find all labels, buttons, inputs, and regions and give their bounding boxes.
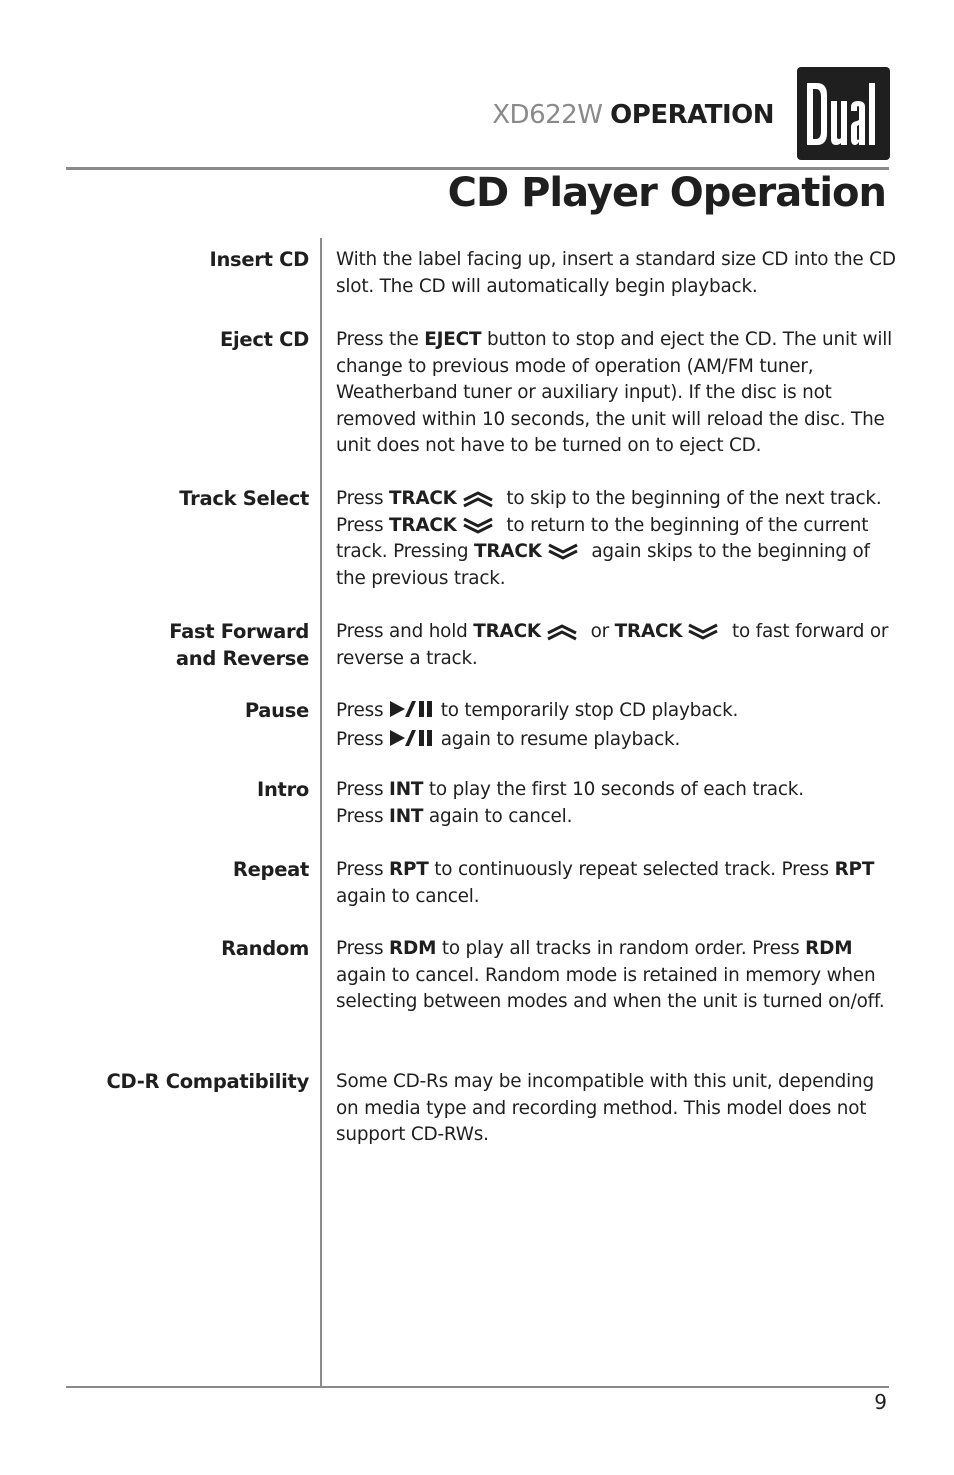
chevron-up-double-icon: [461, 490, 495, 508]
int-key: INT: [389, 805, 424, 827]
footer-rule: [66, 1386, 889, 1388]
text-run: Press: [336, 488, 390, 509]
text-run: to fast forward or reverse a track.: [336, 621, 889, 669]
text-run: Press and hold: [336, 621, 474, 642]
rpt-key: RPT: [834, 859, 875, 880]
text-run: Press: [336, 805, 390, 827]
section-text: [336, 619, 896, 672]
section-text: [336, 486, 896, 592]
text-run: again skips to the beginning of the previous track.: [336, 541, 870, 589]
section-label: CD-R Compatibility: [106, 1070, 309, 1093]
column-divider: [320, 238, 322, 1388]
operation-label: OPERATION: [610, 100, 774, 130]
section-label: Pause: [244, 699, 309, 722]
text-run: Press: [336, 728, 390, 750]
page-title: CD Player Operation: [447, 170, 886, 216]
chevron-down-double-icon: [546, 543, 580, 561]
chevron-down-double-icon: [686, 623, 720, 641]
text-run: button to stop and eject the CD. The unit will change to previous mode of operation (AM/FM tuner, Weatherband tuner or auxiliary input). If the disc is not removed within 10 seconds, the unit will reload the disc. The unit does not have to be turned on to eject CD.: [336, 329, 893, 456]
rdm-key: RDM: [805, 938, 853, 959]
text-run: to continuously repeat selected track. Press: [428, 859, 835, 880]
text-run: again to cancel.: [336, 885, 480, 907]
dual-logo: [797, 67, 890, 160]
text-run: to play all tracks in random order. Press: [436, 938, 806, 959]
chevron-down-double-icon: [461, 517, 495, 535]
play-pause-icon: [389, 729, 435, 756]
track-key: TRACK: [389, 488, 457, 509]
text-run: to temporarily stop CD playback.: [435, 700, 739, 721]
text-line: [336, 804, 896, 831]
rdm-key: RDM: [389, 938, 437, 959]
track-key: TRACK: [473, 621, 541, 642]
text-line: [336, 698, 896, 727]
track-key: TRACK: [389, 514, 457, 536]
section-text: [336, 698, 896, 755]
section-text: [336, 327, 896, 460]
section-text: With the label facing up, insert a standard size CD into the CD slot. The CD will automatically begin playback.: [336, 249, 896, 297]
play-pause-icon: [389, 700, 435, 727]
text-run: Press: [336, 700, 390, 721]
text-run: Press the: [336, 329, 425, 350]
section-label: Eject CD: [220, 328, 309, 351]
track-key: TRACK: [473, 541, 542, 562]
section-text: [336, 857, 896, 910]
label-line: and Reverse: [175, 646, 309, 670]
text-run: to return to the beginning of the current track. Pressing: [336, 514, 869, 562]
header-title: [492, 100, 774, 130]
rpt-key: RPT: [389, 859, 429, 880]
section-label: Insert CD: [209, 248, 309, 271]
section-label: Repeat: [232, 858, 309, 881]
model-number: XD622W: [492, 100, 603, 130]
text-line: [336, 727, 896, 756]
text-run: to skip to the beginning of the next track. Press: [336, 488, 882, 536]
section-label: Intro: [257, 778, 309, 801]
track-key: TRACK: [614, 621, 683, 642]
section-text: Some CD-Rs may be incompatible with this unit, depending on media type and recording method. This model does not support CD-RWs.: [336, 1071, 874, 1145]
int-key: INT: [389, 779, 424, 800]
section-label: [49, 619, 309, 672]
text-run: again to cancel. Random mode is retained in memory when selecting between modes and when the unit is turned on/off.: [336, 964, 885, 1012]
dual-logo-mark: [797, 67, 890, 160]
label-line: Fast Forward: [169, 620, 309, 643]
page-number: 9: [874, 1390, 887, 1414]
eject-key: EJECT: [424, 329, 482, 350]
text-line: [336, 777, 896, 804]
text-run: again to resume playback.: [435, 728, 681, 750]
section-label: Random: [221, 937, 309, 960]
text-run: Press: [336, 859, 390, 880]
chevron-up-double-icon: [545, 623, 579, 641]
text-run: or: [584, 621, 615, 642]
section-label: Track Select: [179, 487, 309, 510]
text-run: again to cancel.: [423, 805, 573, 827]
section-text: [336, 777, 896, 830]
text-run: Press: [336, 779, 390, 800]
section-text: [336, 936, 896, 1016]
text-run: to play the first 10 seconds of each track.: [423, 779, 804, 800]
text-run: Press: [336, 938, 390, 959]
